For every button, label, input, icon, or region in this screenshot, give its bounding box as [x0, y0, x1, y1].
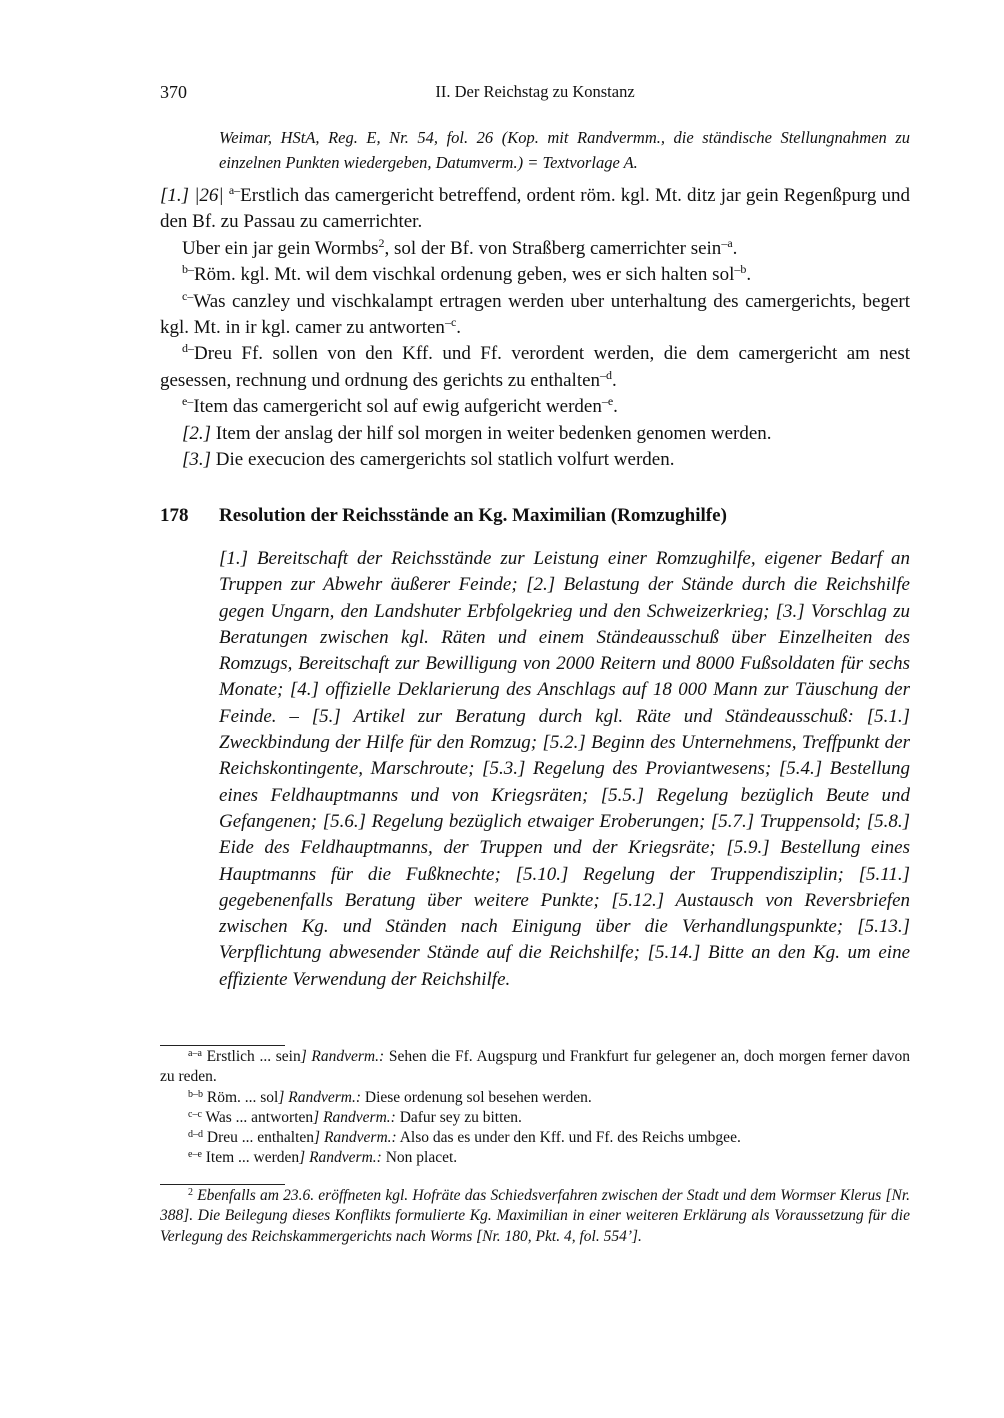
- punct: .: [456, 317, 462, 339]
- apparatus-mark: d–d: [188, 1129, 203, 1141]
- apparatus-mark: c–: [182, 288, 194, 303]
- paragraph-8: [160, 447, 910, 473]
- paragraph-text: Was canzley und vischkalampt ertragen werden uber unterhaltung des camergerichts, begert kgl. Mt. in ir kgl. camer zu antworten: [160, 290, 910, 339]
- apparatus-rule: [160, 1045, 285, 1046]
- apparatus-mark: –e: [601, 394, 614, 409]
- lemma: Dreu ... enthalten: [206, 1129, 315, 1147]
- paragraph-5: [160, 341, 910, 394]
- lemma: Item ... werden: [205, 1149, 300, 1167]
- paragraph-3: [160, 262, 910, 288]
- punct: .: [732, 237, 738, 259]
- apparatus-entry: [160, 1148, 910, 1168]
- paragraph-text: Item der anslag der hilf sol morgen in weiter bedenken genomen werden.: [215, 422, 772, 444]
- paragraph-text: Erstlich das camergericht betreffend, ordent röm. kgl. Mt. ditz jar gein Regenßpurg und den Bf. zu Passau zu camerrichter.: [160, 185, 910, 233]
- punct: .: [746, 264, 752, 286]
- apparatus-text: Diese ordenung sol besehen werden.: [364, 1088, 592, 1106]
- document-title: Resolution der Reichsstände an Kg. Maximilian (Romzughilfe): [219, 505, 727, 526]
- paragraph-1: [160, 183, 910, 236]
- section-ref: [1.] |26|: [160, 185, 224, 206]
- section-ref: [2.]: [182, 422, 212, 444]
- paragraph-6: [160, 394, 910, 420]
- apparatus-label: ] Randverm.:: [299, 1149, 382, 1167]
- text-apparatus: [160, 1047, 910, 1169]
- apparatus-entry: [160, 1047, 910, 1088]
- apparatus-text: Sehen die Ff. Augspurg und Frankfurt fur gelegener an, doch morgen ferner davon zu reden.: [160, 1048, 910, 1086]
- apparatus-mark: a–: [228, 183, 241, 197]
- apparatus-mark: –c: [444, 315, 457, 330]
- source-note: Weimar, HStA, Reg. E, Nr. 54, fol. 26 (Kop. mit Randvermm., die ständische Stellungnahmen zu einzelnen Punkten wiedergeben, Datumverm.) = Textvorlage A.: [219, 128, 910, 172]
- footnote-mark: 2: [188, 1187, 193, 1198]
- paragraph-text: Uber ein jar gein Wormbs: [182, 237, 379, 259]
- paragraph-text: Die execucion des camergerichts sol statlich volfurt werden.: [215, 449, 675, 471]
- apparatus-label: ] Randverm.:: [278, 1088, 362, 1106]
- apparatus-label: ] Randverm.:: [314, 1129, 397, 1147]
- apparatus-mark: e–e: [188, 1149, 202, 1161]
- punct: .: [613, 396, 618, 418]
- apparatus-mark: e–: [182, 394, 194, 409]
- apparatus-entry: [160, 1128, 910, 1148]
- footnote-rule: [160, 1184, 285, 1185]
- apparatus-text: Non placet.: [385, 1149, 458, 1167]
- paragraph-4: [160, 289, 910, 342]
- apparatus-mark: b–: [182, 262, 194, 277]
- paragraph-text: Dreu Ff. sollen von den Kff. und Ff. verordent werden, die dem camergericht am nest gesessen, rechnung und ordnung des gerichts zu enthalten: [160, 343, 910, 391]
- paragraph-text: , sol der Bf. von Straßberg camerrichter sein: [384, 237, 722, 259]
- punct: .: [612, 369, 617, 391]
- apparatus-mark: a–a: [188, 1048, 202, 1059]
- apparatus-mark: –a: [721, 235, 733, 250]
- document-summary: [1.] Bereitschaft der Reichsstände zur Leistung einer Romzughilfe, eigener Bedarf an Truppen zur Abwehr äußerer Feinde; [2.] Belastung der Stände durch die Reichshilfe gegen Ungarn, den Landshuter Erbfolgekrieg und den Schweizerkrieg; [3.] Vorschlag zu Beratungen zwischen kgl. Räten und einem Ständeausschuß über Einzelheiten des Romzugs, Bereitschaft zur Bewilligung von 2000 Reitern und 8000 Fußsoldaten für sechs Monate; [4.] offizielle Deklarierung des Anschlags auf 18 000 Mann zur Täuschung der Feinde. – [5.] Artikel zur Beratung durch kgl. Räte und Ständeausschuß: [5.1.] Zweckbindung der Hilfe für den Romzug; [5.2.] Beginn des Unternehmens, Treffpunkt der Reichskontingente, Marschroute; [5.3.] Regelung des Proviantwesens; [5.4.] Bestellung eines Feldhauptmanns und von Kriegsräten; [5.5.] Regelung bezüglich Beute und Gefangenen; [5.6.] Regelung bezüglich etwaiger Eroberungen; [5.7.] Truppensold; [5.8.] Eide des Feldhauptmanns, der Truppen und der Kriegsräte; [5.9.] Bestellung eines Hauptmanns für die Fußknechte; [5.10.] Regelung der Truppendisziplin; [5.11.] gegebenenfalls Beratung über weitere Punkte; [5.12.] Austausch von Reversbriefen zwischen Kg. und Ständen nach Einigung über die Verhandlungspunkte; [5.13.] Verpflichtung abwesender Stände auf die Reichshilfe; [5.14.] Bitte an den Kg. um eine effiziente Verwendung der Reichshilfe.: [219, 548, 910, 990]
- footnote-ref[interactable]: 2: [378, 235, 385, 250]
- apparatus-entry: [160, 1108, 910, 1128]
- apparatus-label: ] Randverm.:: [300, 1048, 385, 1065]
- apparatus-mark: –b: [734, 262, 747, 277]
- paragraph-7: [160, 421, 910, 447]
- apparatus-mark: b–b: [188, 1088, 203, 1100]
- lemma: Röm. ... sol: [206, 1088, 279, 1106]
- apparatus-mark: d–: [182, 341, 194, 356]
- footnote-text: Ebenfalls am 23.6. eröffneten kgl. Hofräte das Schiedsverfahren zwischen der Stadt und dem Wormser Klerus [Nr. 388]. Die Beilegung dieses Konflikts formulierte Kg. Maximilian in einer weiteren Erklärung als Voraussetzung für die Verlegung des Reichskammergerichts nach Worms [Nr. 180, Pkt. 4, fol. 554’].: [160, 1187, 911, 1245]
- apparatus-text: Dafur sey zu bitten.: [399, 1108, 522, 1126]
- document-heading: [160, 505, 910, 527]
- apparatus-entry: [160, 1088, 910, 1108]
- running-title: II. Der Reichstag zu Konstanz: [435, 82, 635, 101]
- apparatus-text: Also das es under den Kff. und Ff. des Reichs umbgee.: [399, 1129, 741, 1147]
- lemma: Was ... antworten: [205, 1108, 314, 1126]
- footnotes: [160, 1186, 910, 1247]
- apparatus-mark: c–c: [188, 1108, 202, 1120]
- paragraph-2: [160, 236, 910, 262]
- apparatus-label: ] Randverm.:: [313, 1108, 396, 1126]
- lemma: Erstlich ... sein: [206, 1048, 301, 1065]
- apparatus-mark: –d: [600, 367, 613, 382]
- paragraph-text: Röm. kgl. Mt. wil dem vischkal ordenung geben, wes er sich halten sol: [194, 264, 735, 286]
- page-header: [160, 82, 910, 108]
- paragraph-text: Item das camergericht sol auf ewig aufgericht werden: [193, 396, 602, 418]
- document-number: 178: [160, 505, 189, 526]
- page-number: 370: [160, 82, 187, 102]
- main-text: [160, 183, 910, 473]
- section-ref: [3.]: [182, 449, 212, 471]
- footnote: [160, 1186, 910, 1247]
